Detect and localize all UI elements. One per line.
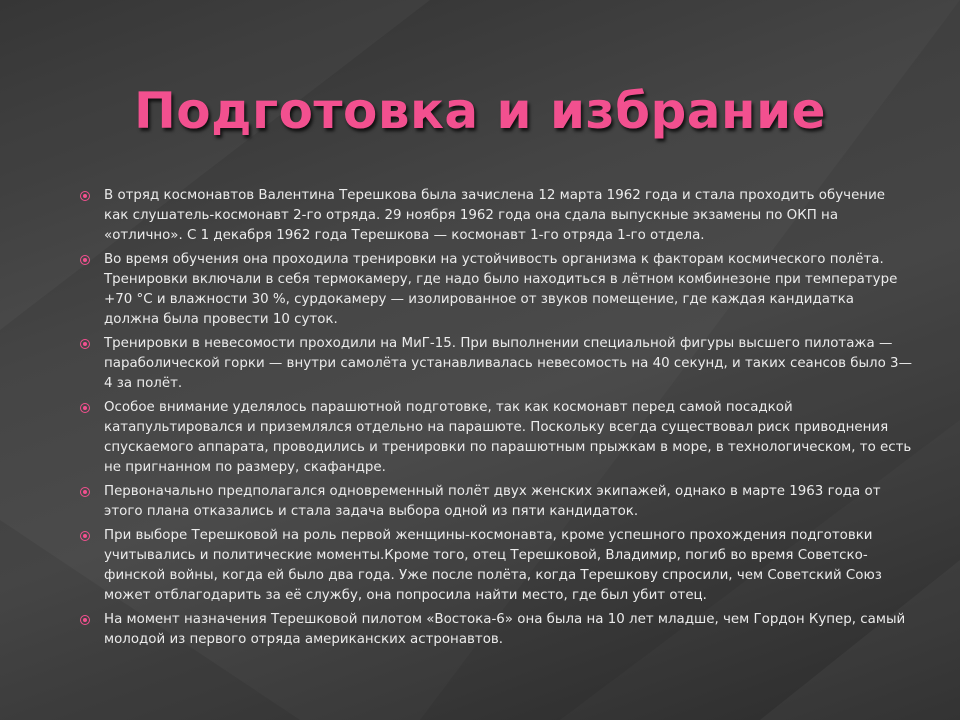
bullet-item	[80, 398, 912, 478]
bullet-text: Тренировки в невесомости проходили на МиГ-15. При выполнении специальной фигуры высшего пилотажа — параболической горки — внутри самолёта устанавливалась невесомость на 40 секунд, и таких сеансов было 3—4 за полёт.	[104, 336, 912, 391]
circle-dot-icon	[80, 255, 90, 265]
bullet-item	[80, 610, 912, 650]
bullet-item	[80, 482, 912, 522]
slide-title: Подготовка и избрание	[133, 82, 827, 140]
circle-dot-icon	[80, 531, 90, 541]
circle-dot-icon	[80, 615, 90, 625]
bullet-text: Во время обучения она проходила тренировки на устойчивость организма к факторам космического полёта. Тренировки включали в себя термокамеру, где надо было находиться в лётном комбинезоне при температуре +70 °C и влажности 30 %, сурдокамеру — изолированное от звуков помещение, где каждая кандидатка должна была провести 10 суток.	[104, 252, 898, 327]
bullet-item	[80, 334, 912, 394]
bullet-item	[80, 186, 912, 246]
circle-dot-icon	[80, 403, 90, 413]
bullet-item	[80, 526, 912, 606]
bullet-text: На момент назначения Терешковой пилотом «Востока-6» она была на 10 лет младше, чем Гордон Купер, самый молодой из первого отряда американских астронавтов.	[104, 612, 906, 647]
bullet-text: В отряд космонавтов Валентина Терешкова была зачислена 12 марта 1962 года и стала проходить обучение как слушатель-космонавт 2-го отряда. 29 ноября 1962 года она сдала выпускные экзамены по ОКП на «отлично». С 1 декабря 1962 года Терешкова — космонавт 1-го отряда 1-го отдела.	[104, 188, 886, 243]
circle-dot-icon	[80, 487, 90, 497]
bullet-list	[80, 186, 912, 654]
bullet-text: Первоначально предполагался одновременный полёт двух женских экипажей, однако в марте 1963 года от этого плана отказались и стала задача выбора одной из пяти кандидаток.	[104, 484, 881, 519]
bullet-text: При выборе Терешковой на роль первой женщины-космонавта, кроме успешного прохождения подготовки учитывались и политические моменты.Кроме того, отец Терешковой, Владимир, погиб во время Советско-финской войны, когда ей было два года. Уже после полёта, когда Терешкову спросили, чем Советский Союз может отблагодарить за её службу, она попросила найти место, где был убит отец.	[104, 528, 882, 603]
bullet-text: Особое внимание уделялось парашютной подготовке, так как космонавт перед самой посадкой катапультировался и приземлялся отдельно на парашюте. Поскольку всегда существовал риск приводнения спускаемого аппарата, проводились и тренировки по парашютным прыжкам в море, в технологическом, то есть не пригнанном по размеру, скафандре.	[104, 400, 912, 475]
circle-dot-icon	[80, 191, 90, 201]
circle-dot-icon	[80, 339, 90, 349]
bullet-item	[80, 250, 912, 330]
